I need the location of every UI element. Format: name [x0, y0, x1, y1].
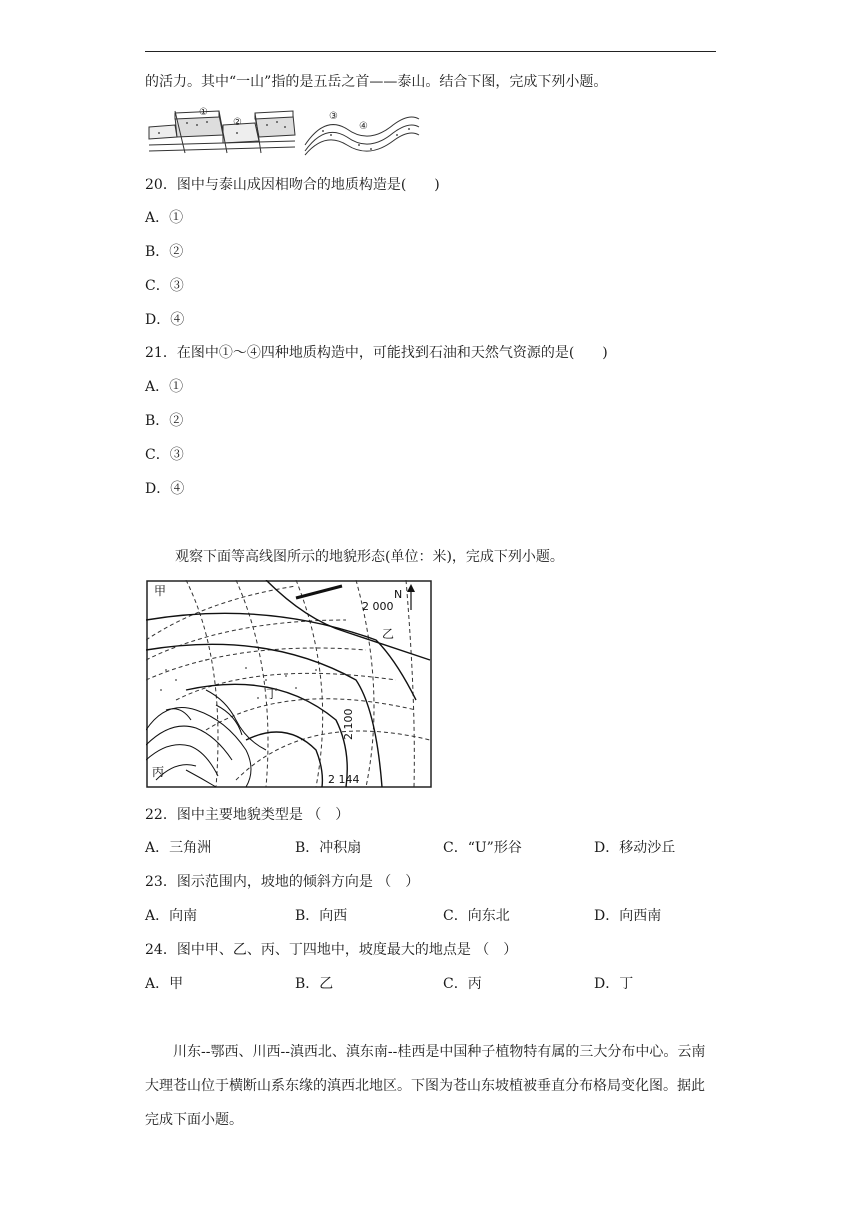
q22-option-d[interactable]: D．移动沙丘 — [594, 840, 676, 856]
q24-option-d[interactable]: D．丁 — [594, 976, 634, 992]
q23-option-c[interactable]: C．向东北 — [443, 908, 510, 924]
question-22-stem: 22．图中主要地貌类型是 （ ） — [145, 807, 350, 823]
intro-text: 的活力。其中“一山”指的是五岳之首——泰山。结合下图，完成下列小题。 — [145, 74, 608, 90]
q21-option-a[interactable]: A．① — [145, 379, 184, 395]
question-23-stem: 23．图示范围内，坡地的倾斜方向是 （ ） — [145, 874, 420, 890]
q20-option-c[interactable]: C．③ — [145, 278, 184, 294]
elevation-2100: 2 100 — [342, 708, 355, 740]
question-21-stem: 21．在图中①～④四种地质构造中，可能找到石油和天然气资源的是( ) — [145, 345, 608, 361]
map-label-yi: 乙 — [382, 627, 395, 641]
q21-option-c[interactable]: C．③ — [145, 447, 184, 463]
structure-label-4: ④ — [359, 121, 368, 132]
q23-option-a[interactable]: A．向南 — [145, 908, 198, 924]
closing-paragraph: 川东--鄂西、川西--滇西北、滇东南--桂西是中国种子植物特有属的三大分布中心。云南大理苍山位于横断山系东缘的滇西北地区。下图为苍山东坡植被垂直分布格局变化图。据此完成下面小题。 — [145, 1044, 706, 1128]
question-20-stem: 20．图中与泰山成因相吻合的地质构造是( ) — [145, 177, 440, 193]
q20-option-d[interactable]: D．④ — [145, 312, 185, 328]
structure-label-2: ② — [233, 117, 242, 128]
contour-map-figure — [146, 580, 432, 788]
structure-label-1: ① — [199, 107, 208, 118]
q24-option-b[interactable]: B．乙 — [295, 976, 334, 992]
q22-option-c[interactable]: C．“U”形谷 — [443, 840, 522, 856]
elevation-2144: 2 144 — [328, 773, 360, 786]
geologic-structures-figure — [147, 105, 422, 157]
map-label-jia: 甲 — [154, 584, 167, 598]
q23-option-b[interactable]: B．向西 — [295, 908, 348, 924]
q21-option-b[interactable]: B．② — [145, 413, 184, 429]
q22-option-b[interactable]: B．冲积扇 — [295, 840, 362, 856]
contour-intro: 观察下面等高线图所示的地貌形态(单位：米)，完成下列小题。 — [175, 549, 564, 565]
structure-label-3: ③ — [329, 111, 338, 122]
q22-option-a[interactable]: A．三角洲 — [145, 840, 212, 856]
north-label: N — [394, 588, 403, 601]
map-label-ding: 丁 — [266, 687, 279, 701]
elevation-2000: 2 000 — [362, 600, 394, 613]
q24-option-a[interactable]: A．甲 — [145, 976, 184, 992]
question-24-stem: 24．图中甲、乙、丙、丁四地中，坡度最大的地点是 （ ） — [145, 942, 518, 958]
q23-option-d[interactable]: D．向西南 — [594, 908, 662, 924]
q20-option-b[interactable]: B．② — [145, 244, 184, 260]
header-rule — [145, 51, 716, 52]
map-label-bing: 丙 — [152, 765, 165, 779]
q21-option-d[interactable]: D．④ — [145, 481, 185, 497]
q20-option-a[interactable]: A．① — [145, 210, 184, 226]
q24-option-c[interactable]: C．丙 — [443, 976, 482, 992]
